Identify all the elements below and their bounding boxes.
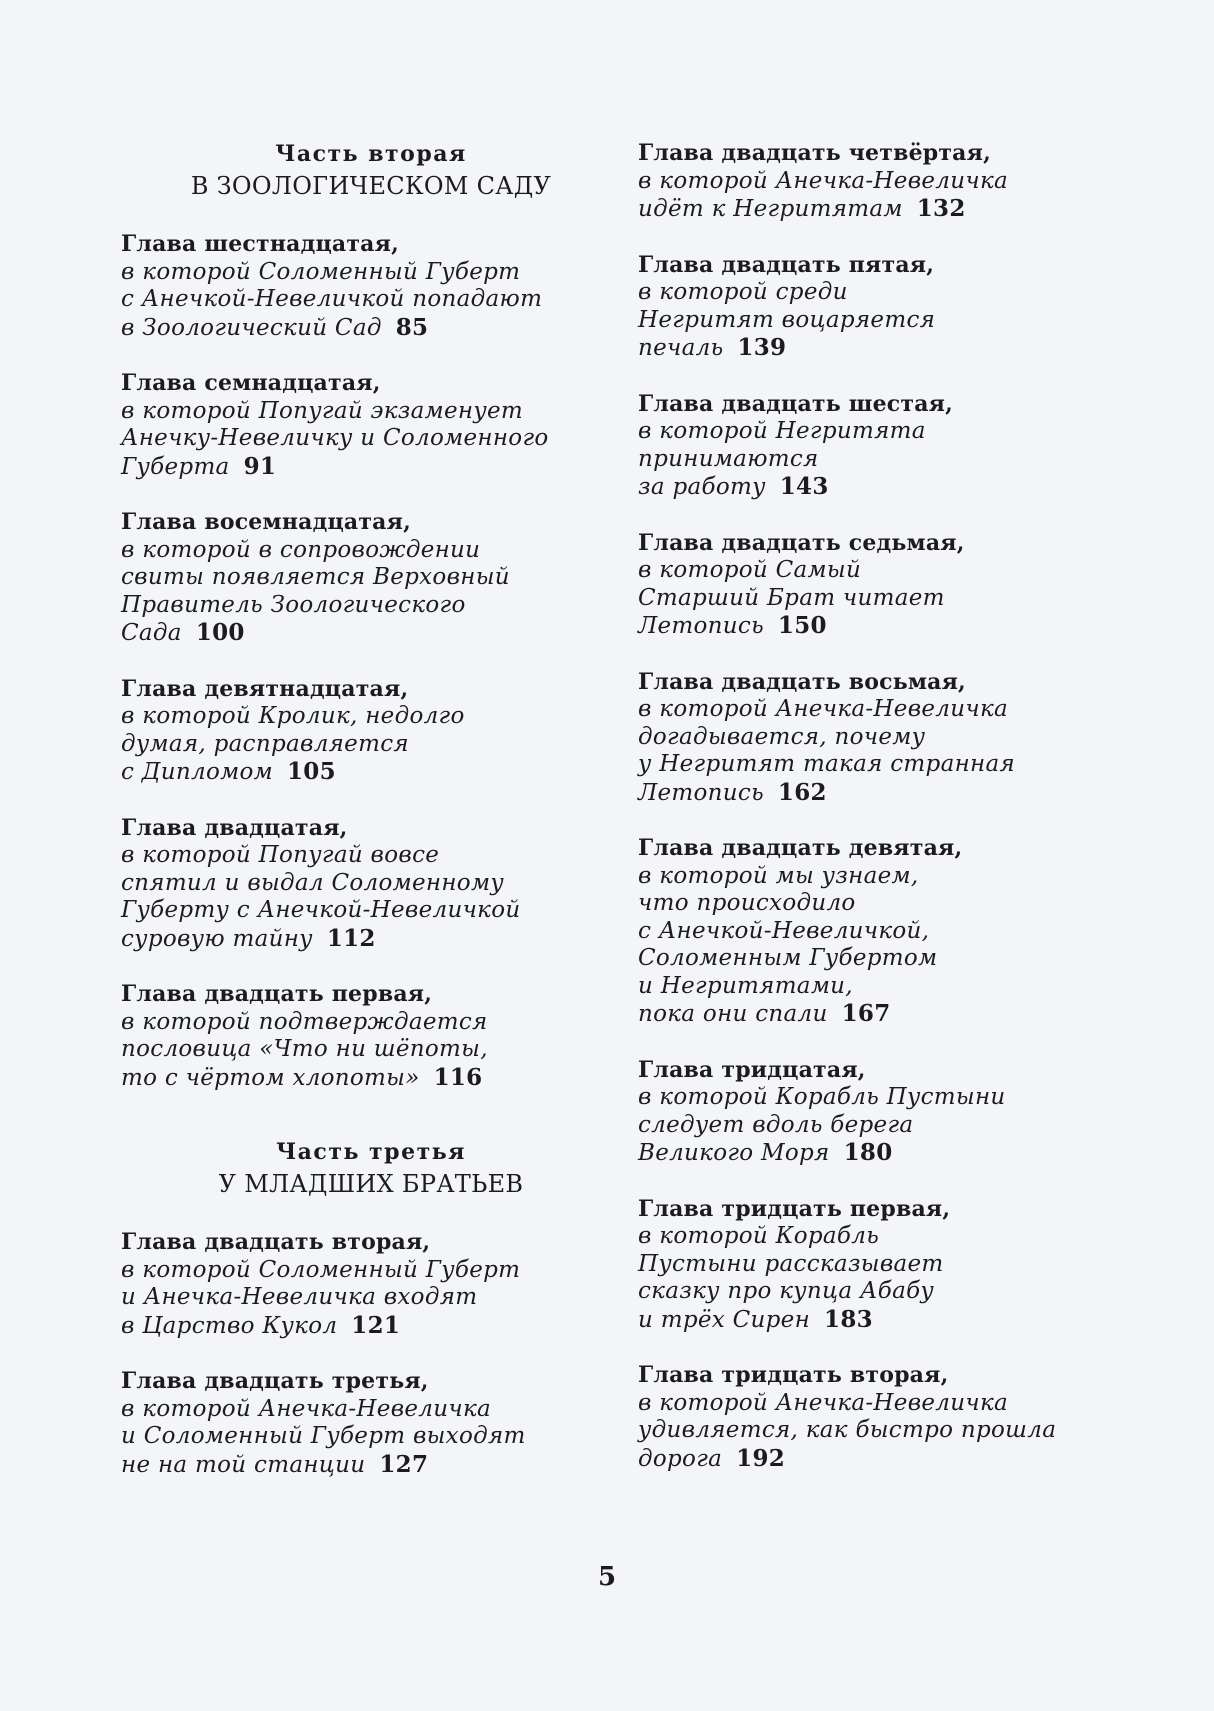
- chapter-description-text: пока они спали: [638, 1001, 828, 1027]
- chapter-description-line: [638, 1390, 1108, 1418]
- chapter-list: [121, 231, 621, 1092]
- chapter-description-line: [121, 314, 621, 343]
- chapter-description-line: [638, 279, 1108, 307]
- chapter-page-number: 183: [824, 1305, 873, 1333]
- chapter-list: [121, 1229, 621, 1479]
- chapter-description-text: Старший Брат читает: [638, 584, 945, 611]
- chapter-description-line: [121, 398, 621, 426]
- chapter-description-text: не на той станции: [121, 1451, 366, 1478]
- chapter-page-number: 192: [736, 1444, 786, 1472]
- chapter-description-text: и Анечка-Невеличка входят: [121, 1284, 478, 1310]
- chapter-heading: Глава двадцать шестая,: [638, 390, 953, 417]
- chapter-description-text: в которой Соломенный Губерт: [121, 258, 521, 285]
- chapter-description-line: [121, 758, 621, 787]
- chapter-description-line: [638, 1278, 1108, 1306]
- chapter-description-line: [638, 195, 1108, 224]
- chapter-heading: Глава тридцать первая,: [638, 1195, 951, 1222]
- chapter-description-text: Великого Моря: [638, 1140, 830, 1166]
- chapter-heading: Глава двадцать вторая,: [121, 1229, 431, 1255]
- chapter-description-text: принимаются: [638, 445, 819, 472]
- chapter-description-line: [638, 696, 1108, 724]
- chapter-description-text: Пустыни рассказывает: [638, 1250, 944, 1277]
- chapter-description-line: [638, 334, 1108, 363]
- chapter-description-line: [638, 1306, 1108, 1335]
- chapter-description-line: [121, 564, 621, 592]
- chapter-description-line: [638, 779, 1108, 808]
- part-label: Часть третья: [276, 1139, 466, 1165]
- toc-entry: [638, 391, 1108, 502]
- chapter-description-line: [121, 453, 621, 482]
- chapter-description-line: [121, 703, 621, 731]
- chapter-description-text: свиты появляется Верховный: [121, 564, 510, 590]
- part-label: Часть вторая: [275, 141, 467, 167]
- chapter-description-text: пословица «Что ни шёпоты,: [121, 1036, 488, 1062]
- chapter-description-text: и Соломенный Губерт выходят: [121, 1423, 526, 1449]
- chapter-description-line: [121, 1396, 621, 1424]
- chapter-description-text: Соломенным Губертом: [638, 945, 938, 971]
- chapter-description-line: [638, 612, 1108, 641]
- chapter-heading: Глава двадцатая,: [121, 814, 348, 841]
- chapter-description-text: Негритят воцаряется: [638, 306, 936, 333]
- chapter-description-line: [121, 1009, 621, 1037]
- chapter-page-number: 105: [287, 758, 336, 785]
- chapter-description-text: идёт к Негритятам: [638, 196, 903, 222]
- chapter-description-text: в которой Корабль Пустыни: [638, 1084, 1006, 1110]
- toc-entry: [121, 370, 621, 481]
- chapter-page-number: 100: [195, 619, 245, 646]
- part-heading: [121, 140, 621, 203]
- chapter-description-line: [121, 1284, 621, 1312]
- chapter-description-line: [121, 1257, 621, 1285]
- chapter-page-number: 127: [379, 1450, 429, 1478]
- chapter-description-text: в Царство Кукол: [121, 1312, 338, 1339]
- chapter-heading: Глава двадцать пятая,: [638, 251, 935, 278]
- part-title: У МЛАДШИХ БРАТЬЕВ: [218, 1170, 524, 1198]
- left-column: [121, 140, 621, 1507]
- chapter-description-line: [121, 592, 621, 620]
- chapter-description-line: [638, 724, 1108, 752]
- chapter-description-text: в которой Анечка-Невеличка: [638, 1389, 1009, 1416]
- toc-entry: [121, 1229, 621, 1340]
- chapter-description-line: [121, 619, 621, 648]
- toc-entry: [121, 676, 621, 787]
- chapter-heading: Глава восемнадцатая,: [121, 509, 411, 535]
- chapter-description-line: [638, 945, 1108, 973]
- chapter-description-text: у Негритят такая странная: [638, 751, 1016, 777]
- toc-entry: [121, 509, 621, 648]
- chapter-page-number: 85: [395, 313, 429, 341]
- chapter-description-text: следует вдоль берега: [638, 1111, 914, 1138]
- chapter-page-number: 180: [843, 1139, 893, 1166]
- chapter-description-line: [121, 425, 621, 453]
- chapter-heading: Глава двадцать седьмая,: [638, 529, 965, 556]
- chapter-description-text: в которой мы узнаем,: [638, 862, 919, 889]
- chapter-page-number: 116: [433, 1063, 483, 1091]
- chapter-description-text: что происходило: [638, 890, 856, 916]
- chapter-description-text: в которой Кролик, недолго: [121, 703, 465, 729]
- chapter-description-text: удивляется, как быстро прошла: [638, 1417, 1057, 1443]
- chapter-heading: Глава двадцать девятая,: [638, 835, 963, 861]
- chapter-description-text: Анечку-Невеличку и Соломенного: [121, 425, 549, 451]
- chapter-page-number: 121: [351, 1311, 401, 1339]
- chapter-description-line: [638, 973, 1108, 1001]
- chapter-description-line: [121, 731, 621, 759]
- chapter-description-text: в Зоологический Сад: [121, 314, 382, 341]
- chapter-description-text: в которой Анечка-Невеличка: [638, 696, 1009, 722]
- chapter-description-line: [121, 870, 621, 898]
- chapter-heading: Глава двадцать третья,: [121, 1368, 429, 1394]
- chapter-heading: Глава девятнадцатая,: [121, 675, 409, 702]
- chapter-description-text: в которой Анечка-Невеличка: [121, 1395, 492, 1422]
- chapter-description-text: то с чёртом хлопоты»: [121, 1064, 420, 1091]
- toc-entry: [121, 815, 621, 954]
- chapter-page-number: 132: [916, 195, 966, 222]
- chapter-description-text: в которой Негритята: [638, 418, 926, 444]
- chapter-description-line: [121, 537, 621, 565]
- chapter-description-line: [638, 168, 1108, 196]
- chapter-description-text: и Негритятами,: [638, 972, 853, 999]
- chapter-description-line: [638, 751, 1108, 779]
- chapter-heading: Глава семнадцатая,: [121, 370, 381, 396]
- chapter-description-text: в которой среди: [638, 279, 848, 305]
- chapter-description-line: [121, 259, 621, 287]
- chapter-description-text: суровую тайну: [121, 925, 313, 952]
- chapter-description-line: [121, 925, 621, 954]
- chapter-description-text: за работу: [638, 474, 766, 500]
- chapter-description-text: с Анечкой-Невеличкой,: [638, 917, 930, 944]
- chapter-description-line: [638, 418, 1108, 446]
- chapter-description-text: в которой Попугай экзаменует: [121, 397, 524, 424]
- chapter-description-line: [638, 890, 1108, 918]
- chapter-page-number: 167: [841, 1000, 891, 1027]
- chapter-description-line: [638, 473, 1108, 502]
- chapter-description-line: [638, 1223, 1108, 1251]
- chapter-heading: Глава двадцать четвёртая,: [638, 140, 991, 166]
- right-column: [638, 140, 1108, 1501]
- chapter-description-text: в которой подтверждается: [121, 1008, 488, 1035]
- chapter-page-number: 112: [326, 924, 376, 952]
- toc-entry: [638, 1196, 1108, 1335]
- chapter-heading: Глава двадцать восьмая,: [638, 668, 966, 695]
- chapter-description-line: [638, 1112, 1108, 1140]
- chapter-page-number: 139: [737, 334, 787, 361]
- chapter-description-line: [638, 918, 1108, 946]
- toc-entry: [638, 252, 1108, 363]
- chapter-description-text: в которой Корабль: [638, 1223, 880, 1249]
- chapter-description-line: [638, 1084, 1108, 1112]
- chapter-description-text: в которой в сопровождении: [121, 536, 481, 563]
- chapter-description-line: [121, 1451, 621, 1480]
- chapter-description-text: Правитель Зоологического: [121, 591, 466, 618]
- chapter-list: [638, 140, 1108, 1473]
- chapter-description-text: в которой Соломенный Губерт: [121, 1256, 521, 1283]
- chapter-description-text: Летопись: [638, 779, 764, 806]
- chapter-description-text: дорога: [638, 1445, 723, 1472]
- chapter-description-text: в которой Попугай вовсе: [121, 842, 440, 868]
- chapter-description-text: Летопись: [638, 613, 764, 639]
- chapter-description-line: [121, 1036, 621, 1064]
- chapter-description-line: [121, 842, 621, 870]
- chapter-description-text: печаль: [638, 335, 724, 361]
- part-title: В ЗООЛОГИЧЕСКОМ САДУ: [190, 172, 552, 200]
- chapter-description-text: в которой Самый: [638, 557, 862, 583]
- toc-entry: [121, 1368, 621, 1479]
- chapter-page-number: 150: [777, 612, 827, 639]
- chapter-description-line: [638, 557, 1108, 585]
- chapter-description-text: с Дипломом: [121, 759, 273, 785]
- chapter-description-line: [638, 863, 1108, 891]
- chapter-page-number: 91: [243, 452, 277, 480]
- toc-entry: [638, 835, 1108, 1029]
- chapter-description-text: думая, расправляется: [121, 730, 409, 757]
- chapter-heading: Глава двадцать первая,: [121, 981, 433, 1007]
- chapter-description-line: [121, 1423, 621, 1451]
- chapter-description-text: сказку про купца Абабу: [638, 1278, 935, 1304]
- chapter-description-line: [638, 307, 1108, 335]
- chapter-description-text: с Анечкой-Невеличкой попадают: [121, 286, 543, 312]
- toc-entry: [121, 231, 621, 342]
- chapter-description-line: [638, 1251, 1108, 1279]
- chapter-description-line: [121, 286, 621, 314]
- toc-entry: [121, 981, 621, 1092]
- toc-entry: [638, 1057, 1108, 1168]
- toc-entry: [638, 530, 1108, 641]
- chapter-description-text: и трёх Сирен: [638, 1306, 811, 1333]
- chapter-heading: Глава тридцатая,: [638, 1056, 866, 1083]
- toc-entry: [638, 1362, 1108, 1473]
- toc-entry: [638, 140, 1108, 224]
- page-number: 5: [597, 1562, 617, 1592]
- chapter-description-line: [638, 1000, 1108, 1029]
- part-heading: [121, 1138, 621, 1201]
- chapter-page-number: 162: [777, 778, 827, 806]
- chapter-description-text: в которой Анечка-Невеличка: [638, 167, 1009, 194]
- chapter-description-line: [638, 446, 1108, 474]
- chapter-heading: Глава тридцать вторая,: [638, 1362, 949, 1388]
- toc-entry: [638, 669, 1108, 808]
- chapter-description-text: догадывается, почему: [638, 723, 926, 750]
- chapter-description-line: [638, 1417, 1108, 1445]
- chapter-description-line: [638, 1139, 1108, 1168]
- chapter-page-number: 143: [779, 473, 829, 500]
- chapter-description-line: [638, 1445, 1108, 1474]
- chapter-description-text: Сада: [121, 620, 182, 646]
- chapter-description-line: [121, 1312, 621, 1341]
- chapter-description-text: Губерта: [121, 453, 230, 480]
- chapter-description-line: [638, 585, 1108, 613]
- chapter-description-line: [121, 1064, 621, 1093]
- chapter-description-text: спятил и выдал Соломенному: [121, 869, 504, 896]
- chapter-heading: Глава шестнадцатая,: [121, 231, 399, 257]
- chapter-description-line: [121, 897, 621, 925]
- chapter-description-text: Губерту с Анечкой-Невеличкой: [121, 897, 521, 923]
